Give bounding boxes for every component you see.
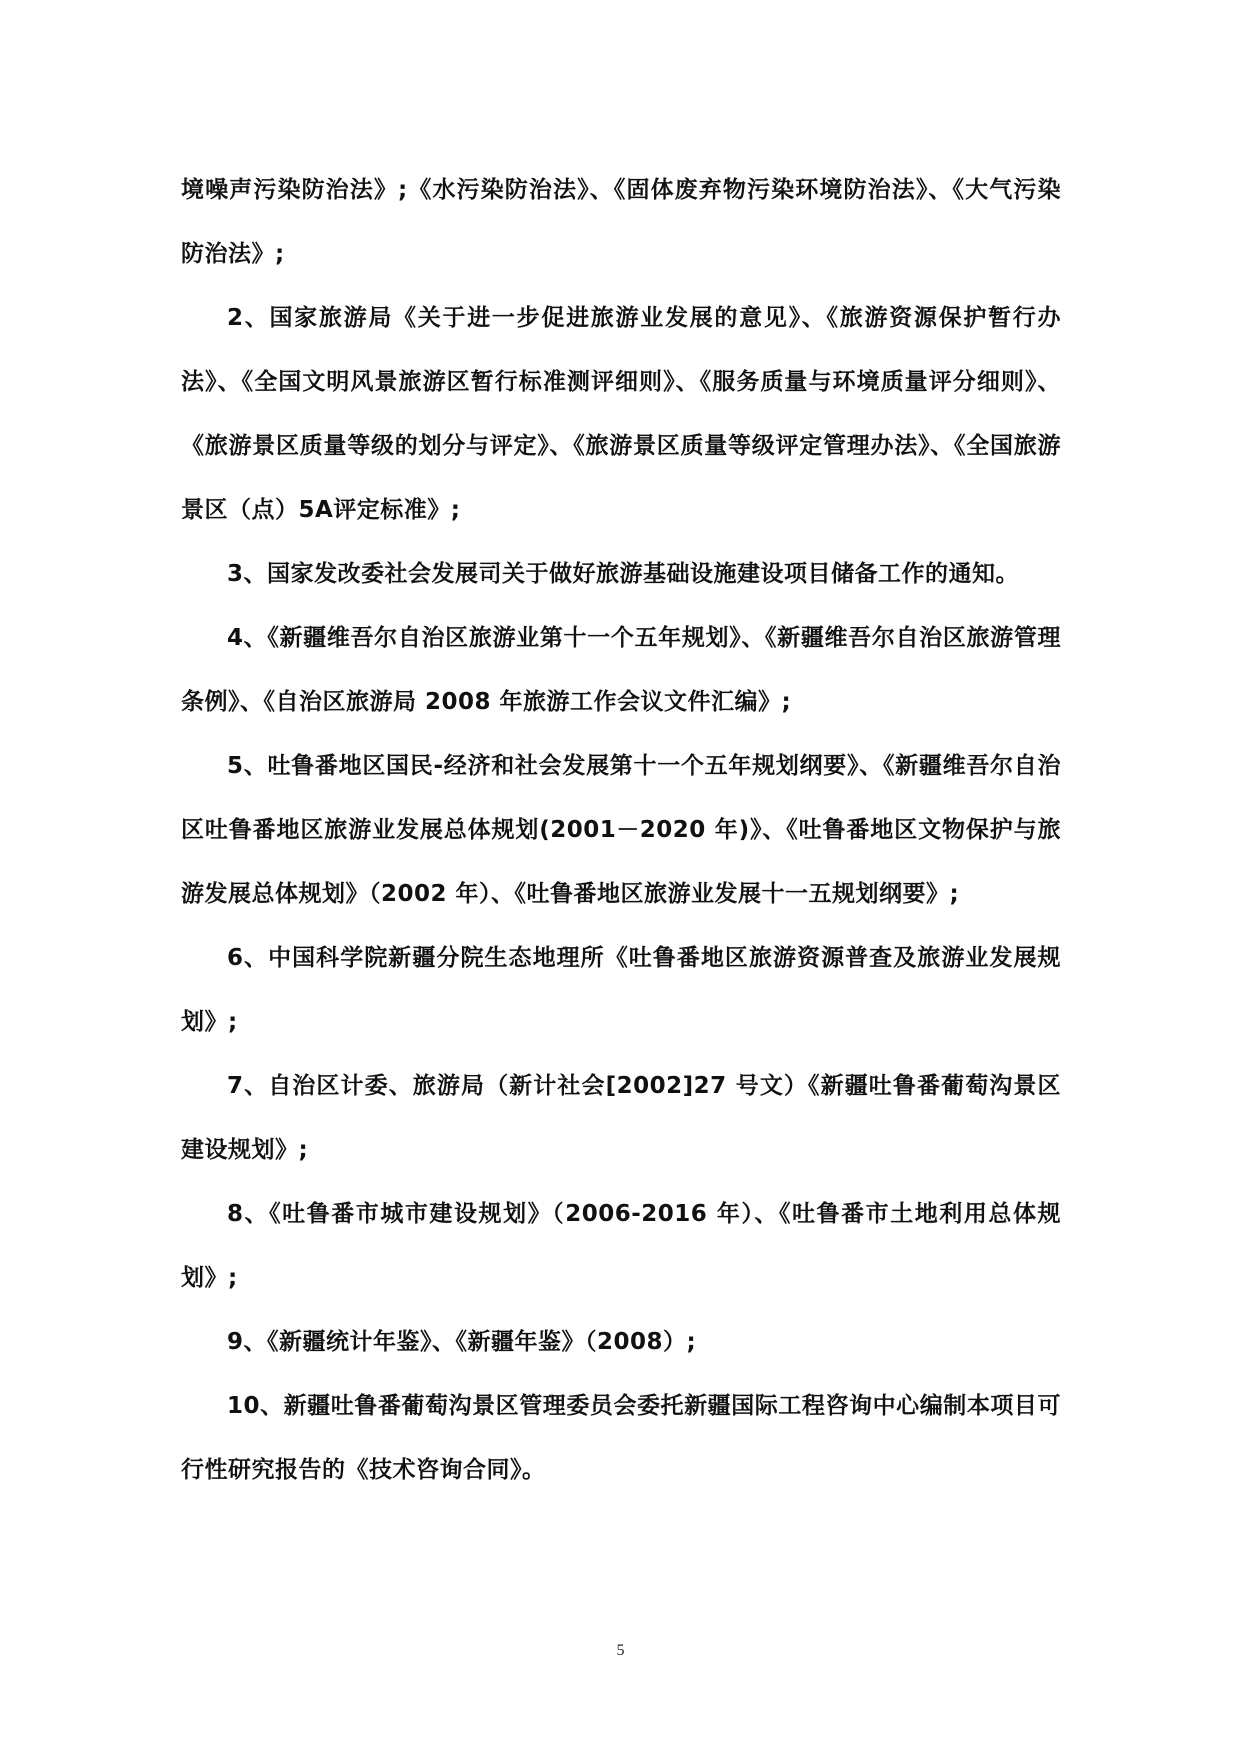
paragraph-item-3: 3、国家发改委社会发展司关于做好旅游基础设施建设项目储备工作的通知。 (227, 561, 1020, 587)
document-body (181, 158, 1061, 1502)
paragraph-item-9: 9、《新疆统计年鉴》、《新疆年鉴》（2008）; (227, 1329, 697, 1355)
paragraph-item-2: 2、国家旅游局《关于进一步促进旅游业发展的意见》、《旅游资源保护暂行办法》、《全国文明风景旅游区暂行标准测评细则》、《服务质量与环境质量评分细则》、《旅游景区质量等级的划分与评定》、《旅游景区质量等级评定管理办法》、《全国旅游景区（点）5A评定标准》; (181, 305, 1061, 523)
paragraph-item-6: 6、中国科学院新疆分院生态地理所《吐鲁番地区旅游资源普查及旅游业发展规划》; (181, 945, 1061, 1035)
paragraph-item-10: 10、新疆吐鲁番葡萄沟景区管理委员会委托新疆国际工程咨询中心编制本项目可行性研究报告的《技术咨询合同》。 (181, 1393, 1061, 1483)
paragraph-continuation: 境噪声污染防治法》;《水污染防治法》、《固体废弃物污染环境防治法》、《大气污染防治法》; (181, 177, 1061, 267)
paragraph-item-4: 4、《新疆维吾尔自治区旅游业第十一个五年规划》、《新疆维吾尔自治区旅游管理条例》、《自治区旅游局 2008 年旅游工作会议文件汇编》; (181, 625, 1061, 715)
page-number: 5 (616, 1642, 625, 1659)
paragraph-item-5: 5、吐鲁番地区国民-经济和社会发展第十一个五年规划纲要》、《新疆维吾尔自治区吐鲁番地区旅游业发展总体规划(2001－2020 年)》、《吐鲁番地区文物保护与旅游发展总体规划》（2002 年）、《吐鲁番地区旅游业发展十一五规划纲要》; (181, 753, 1061, 907)
paragraph-item-8: 8、《吐鲁番市城市建设规划》（2006-2016 年）、《吐鲁番市土地利用总体规划》; (181, 1201, 1061, 1291)
paragraph-item-7: 7、自治区计委、旅游局（新计社会[2002]27 号文）《新疆吐鲁番葡萄沟景区建设规划》; (181, 1073, 1061, 1163)
